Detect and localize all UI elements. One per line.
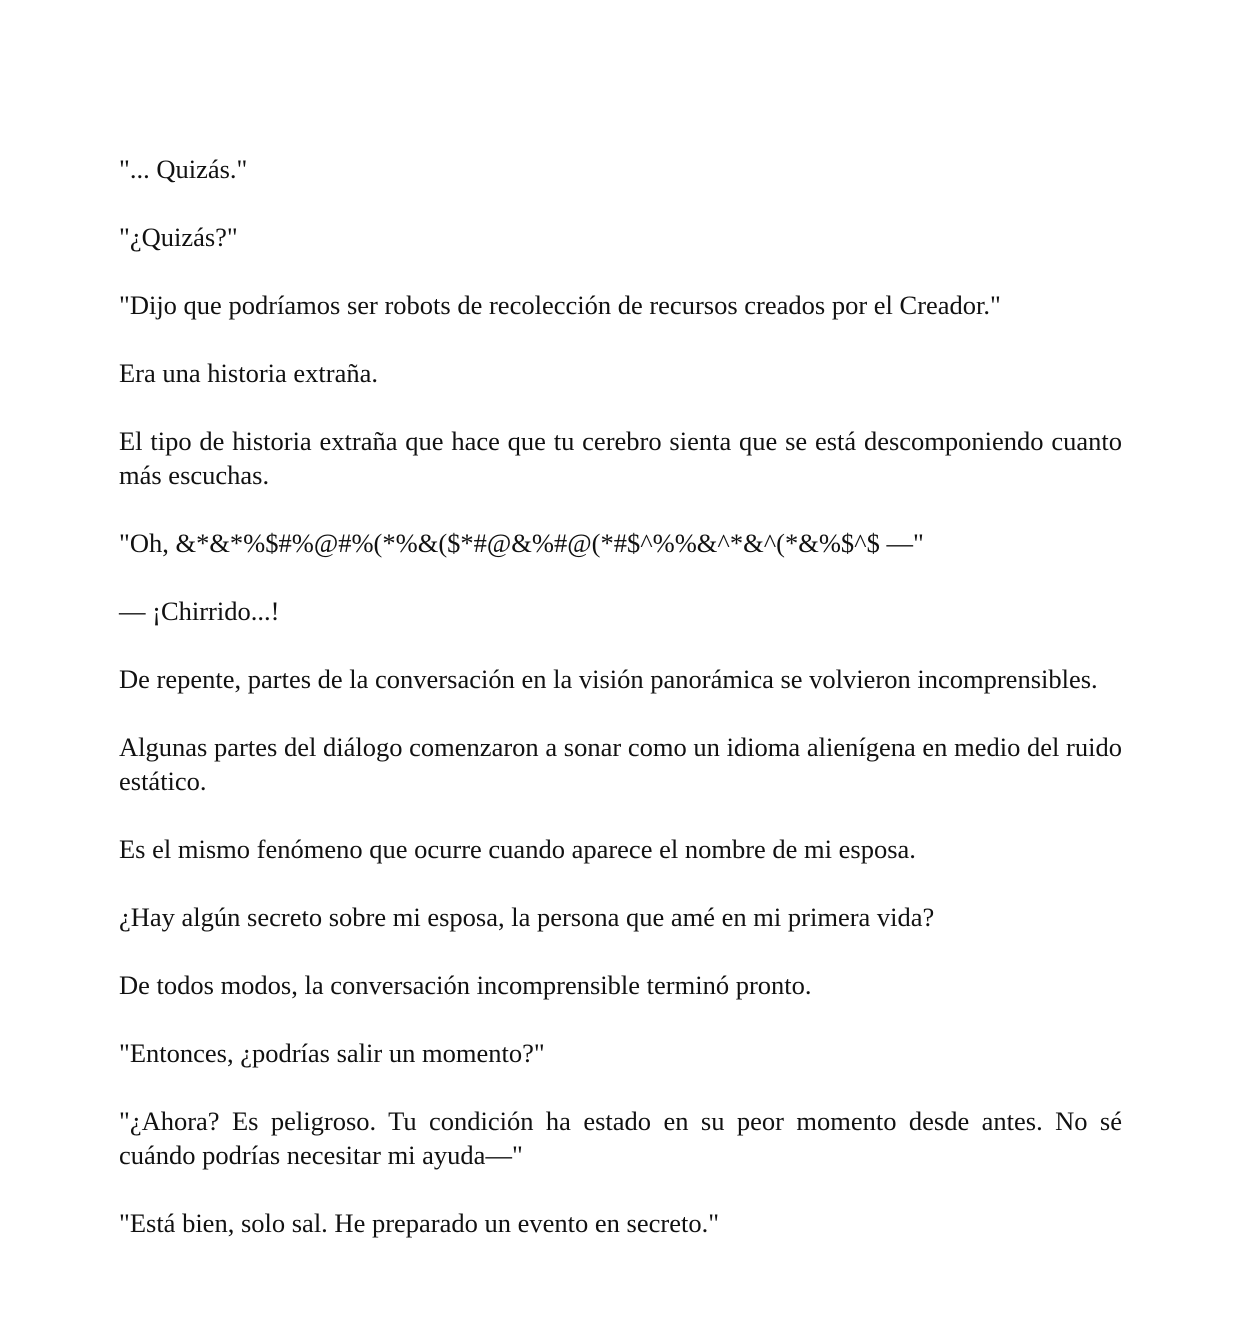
paragraph: Era una historia extraña. [119, 358, 378, 388]
document-body [119, 152, 1122, 1274]
paragraph: "... Quizás." [119, 154, 248, 184]
paragraph: El tipo de historia extraña que hace que tu cerebro sienta que se está descomponiendo cuanto más escuchas. [119, 426, 1122, 490]
paragraph: "Oh, &*&*%$#%@#%(*%&($*#@&%#@(*#$^%%&^*&^(*&%$^$ —" [119, 528, 924, 558]
paragraph: Es el mismo fenómeno que ocurre cuando aparece el nombre de mi esposa. [119, 834, 916, 864]
paragraph: "¿Quizás?" [119, 222, 238, 252]
paragraph: De repente, partes de la conversación en la visión panorámica se volvieron incomprensibles. [119, 664, 1098, 694]
paragraph: "Dijo que podríamos ser robots de recolección de recursos creados por el Creador." [119, 290, 1001, 320]
paragraph: ¿Hay algún secreto sobre mi esposa, la persona que amé en mi primera vida? [119, 902, 935, 932]
paragraph: De todos modos, la conversación incomprensible terminó pronto. [119, 970, 812, 1000]
paragraph: "Entonces, ¿podrías salir un momento?" [119, 1038, 545, 1068]
paragraph: — ¡Chirrido...! [119, 596, 280, 626]
paragraph: "Está bien, solo sal. He preparado un evento en secreto." [119, 1208, 720, 1238]
paragraph: "¿Ahora? Es peligroso. Tu condición ha estado en su peor momento desde antes. No sé cuándo podrías necesitar mi ayuda—" [119, 1106, 1122, 1170]
paragraph: Algunas partes del diálogo comenzaron a sonar como un idioma alienígena en medio del ruido estático. [119, 732, 1122, 796]
